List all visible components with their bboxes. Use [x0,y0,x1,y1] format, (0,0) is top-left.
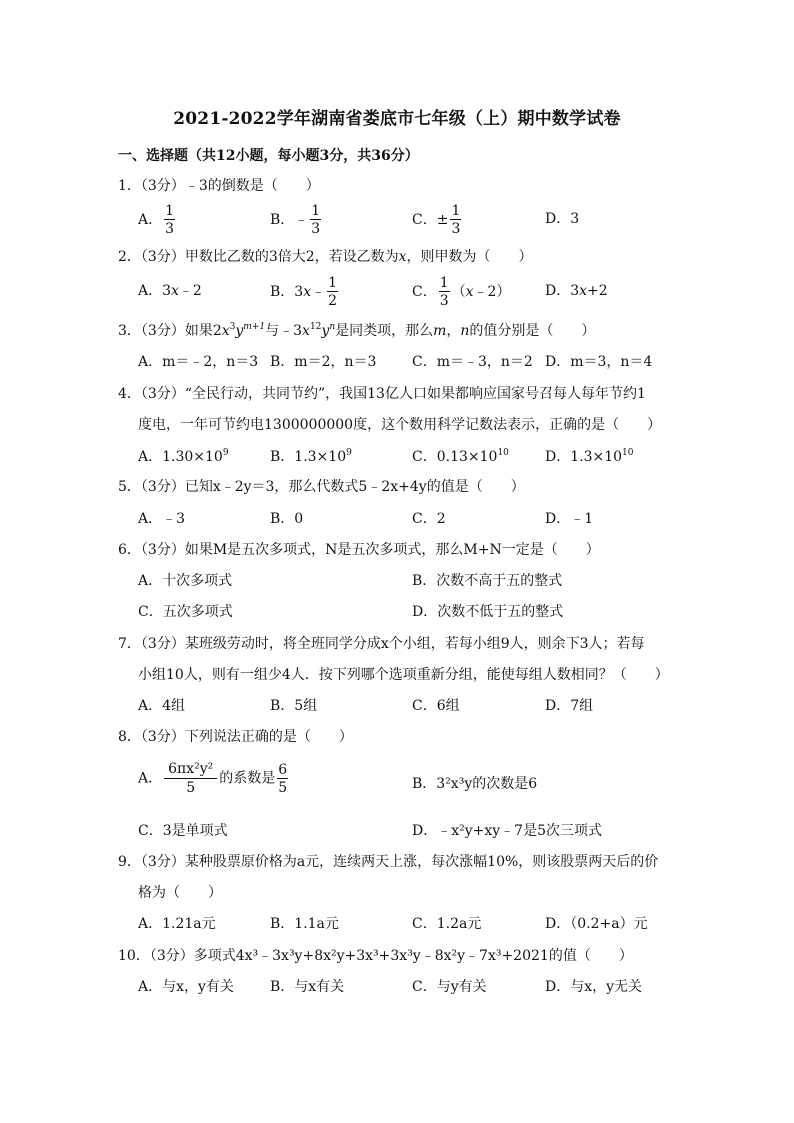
question-8-stem: 8．（3分）下列说法正确的是（ ） [118,729,353,745]
question-4-stem-line-1: 4．（3分）“全民行动，共同节约”，我国13亿人口如果都响应国家号召每人每年节约1 [118,386,646,402]
question-9-option-b[interactable]: B．1.1a元 [270,916,339,932]
question-7-option-d[interactable]: D．7组 [545,698,594,714]
question-4-stem-line-2: 度电，一年可节约电1300000000度，这个数用科学记数法表示，正确的是（ ） [138,417,662,433]
question-4-option-a[interactable]: A．$1.30\times 10^9$ [138,448,229,465]
fraction: $\frac{6}{5}$ [278,761,288,796]
fraction: $\frac{1}{3}$ [165,203,175,237]
question-10-stem: 10．（3分）多项式4x³﹣3x³y+8x²y+3x³+3x³y﹣8x²y﹣7x³+2021的值（ ） [118,948,633,964]
question-2-option-a[interactable]: A．3x﹣2 [138,283,202,299]
section-heading: 一、选择题（共12小题，每小题3分，共36分） [118,148,419,164]
question-8-option-b[interactable]: B．3²x³y的次数是6 [412,776,538,792]
question-8-option-c[interactable]: C．3是单项式 [138,823,228,839]
question-7-option-b[interactable]: B．5组 [270,698,318,714]
question-6-option-d[interactable]: D．次数不低于五的整式 [412,604,564,620]
question-6-option-c[interactable]: C．五次多项式 [138,604,233,620]
question-4-option-d[interactable]: D．$1.3\times 10^{10}$ [545,448,634,465]
question-3-stem: 3．（3分）如果$2x^3y^{m+1}$与$﹣3x^{12}y^n$是同类项，那么m，n的值分别是（ ） [118,322,596,339]
question-3-option-d[interactable]: D．m＝3，n＝4 [545,354,653,370]
question-5-option-c[interactable]: C．2 [412,511,446,527]
question-7-stem-line-1: 7．（3分）某班级劳动时，将全班同学分成x个小组，若每小组9人，则余下3人；若每 [118,636,645,652]
question-7-option-a[interactable]: A．4组 [138,698,186,714]
exam-title: 2021-2022学年湖南省娄底市七年级（上）期中数学试卷 [173,109,621,129]
question-1-option-d[interactable]: D．3 [545,211,580,227]
question-3-option-c[interactable]: C．m＝﹣3，n＝2 [412,354,533,370]
question-2-stem: 2．（3分）甲数比乙数的3倍大2，若设乙数为x，则甲数为（ ） [118,249,533,265]
fraction: $\frac{1}{3}$ [439,275,449,309]
fraction: $\frac{\text{6πx²y²}}{5}$ [164,762,217,795]
fraction: $\frac{1}{2}$ [328,275,338,309]
question-10-option-a[interactable]: A．与x，y有关 [138,979,234,995]
question-6-stem: 6．（3分）如果M是五次多项式，N是五次多项式，那么M+N一定是（ ） [118,542,600,558]
question-5-option-b[interactable]: B．0 [270,511,304,527]
question-9-stem-line-1: 9．（3分）某种股票原价格为a元，连续两天上涨，每次涨幅10%，则该股票两天后的价 [118,854,659,870]
fraction: $\frac{1}{3}$ [451,203,461,237]
question-7-option-c[interactable]: C．6组 [412,698,460,714]
question-8-option-d[interactable]: D．﹣x²y+xy﹣7是5次三项式 [412,823,602,839]
question-5-option-a[interactable]: A．﹣3 [138,511,186,527]
question-6-option-b[interactable]: B．次数不高于五的整式 [412,573,563,589]
question-4-option-c[interactable]: C．$0.13\times 10^{10}$ [412,448,509,465]
question-10-option-b[interactable]: B．与x有关 [270,979,345,995]
question-2-option-d[interactable]: D．3x+2 [545,283,608,299]
question-8-option-a[interactable]: A． $\frac{\text{6πx²y²}}{5}$ 的系数是 $\frac{6}{5}$ [138,761,288,796]
question-7-stem-line-2: 小组10人，则有一组少4人．按下列哪个选项重新分组，能使每组人数相同？（ ） [138,667,669,683]
question-9-option-a[interactable]: A．1.21a元 [138,916,216,932]
question-6-option-a[interactable]: A．十次多项式 [138,573,233,589]
question-3-option-a[interactable]: A．m＝﹣2，n＝3 [138,354,259,370]
question-2-option-c[interactable]: C． $\frac{1}{3}$ （x﹣2） [412,275,511,309]
question-5-stem: 5．（3分）已知x﹣2y＝3，那么代数式5﹣2x+4y的值是（ ） [118,479,525,495]
question-1-stem: 1．（3分）﹣3的倒数是（ ） [118,178,320,194]
fraction: $\frac{1}{3}$ [311,203,321,237]
question-9-stem-line-2: 格为（ ） [138,885,222,901]
question-10-option-d[interactable]: D．与x，y无关 [545,979,643,995]
question-1-option-b[interactable]: B．﹣ $\frac{1}{3}$ [270,203,321,237]
question-4-option-b[interactable]: B．$1.3\times 10^9$ [270,448,352,465]
question-5-option-d[interactable]: D．﹣1 [545,511,594,527]
question-1-option-c[interactable]: C．± $\frac{1}{3}$ [412,203,461,237]
question-2-option-b[interactable]: B．3x﹣ $\frac{1}{2}$ [270,275,338,309]
question-9-option-c[interactable]: C．1.2a元 [412,916,482,932]
question-1-option-a[interactable]: A． $\frac{1}{3}$ [138,203,175,237]
question-10-option-c[interactable]: C．与y有关 [412,979,487,995]
question-3-option-b[interactable]: B．m＝2，n＝3 [270,354,377,370]
question-9-option-d[interactable]: D．（0.2+a）元 [545,916,648,932]
